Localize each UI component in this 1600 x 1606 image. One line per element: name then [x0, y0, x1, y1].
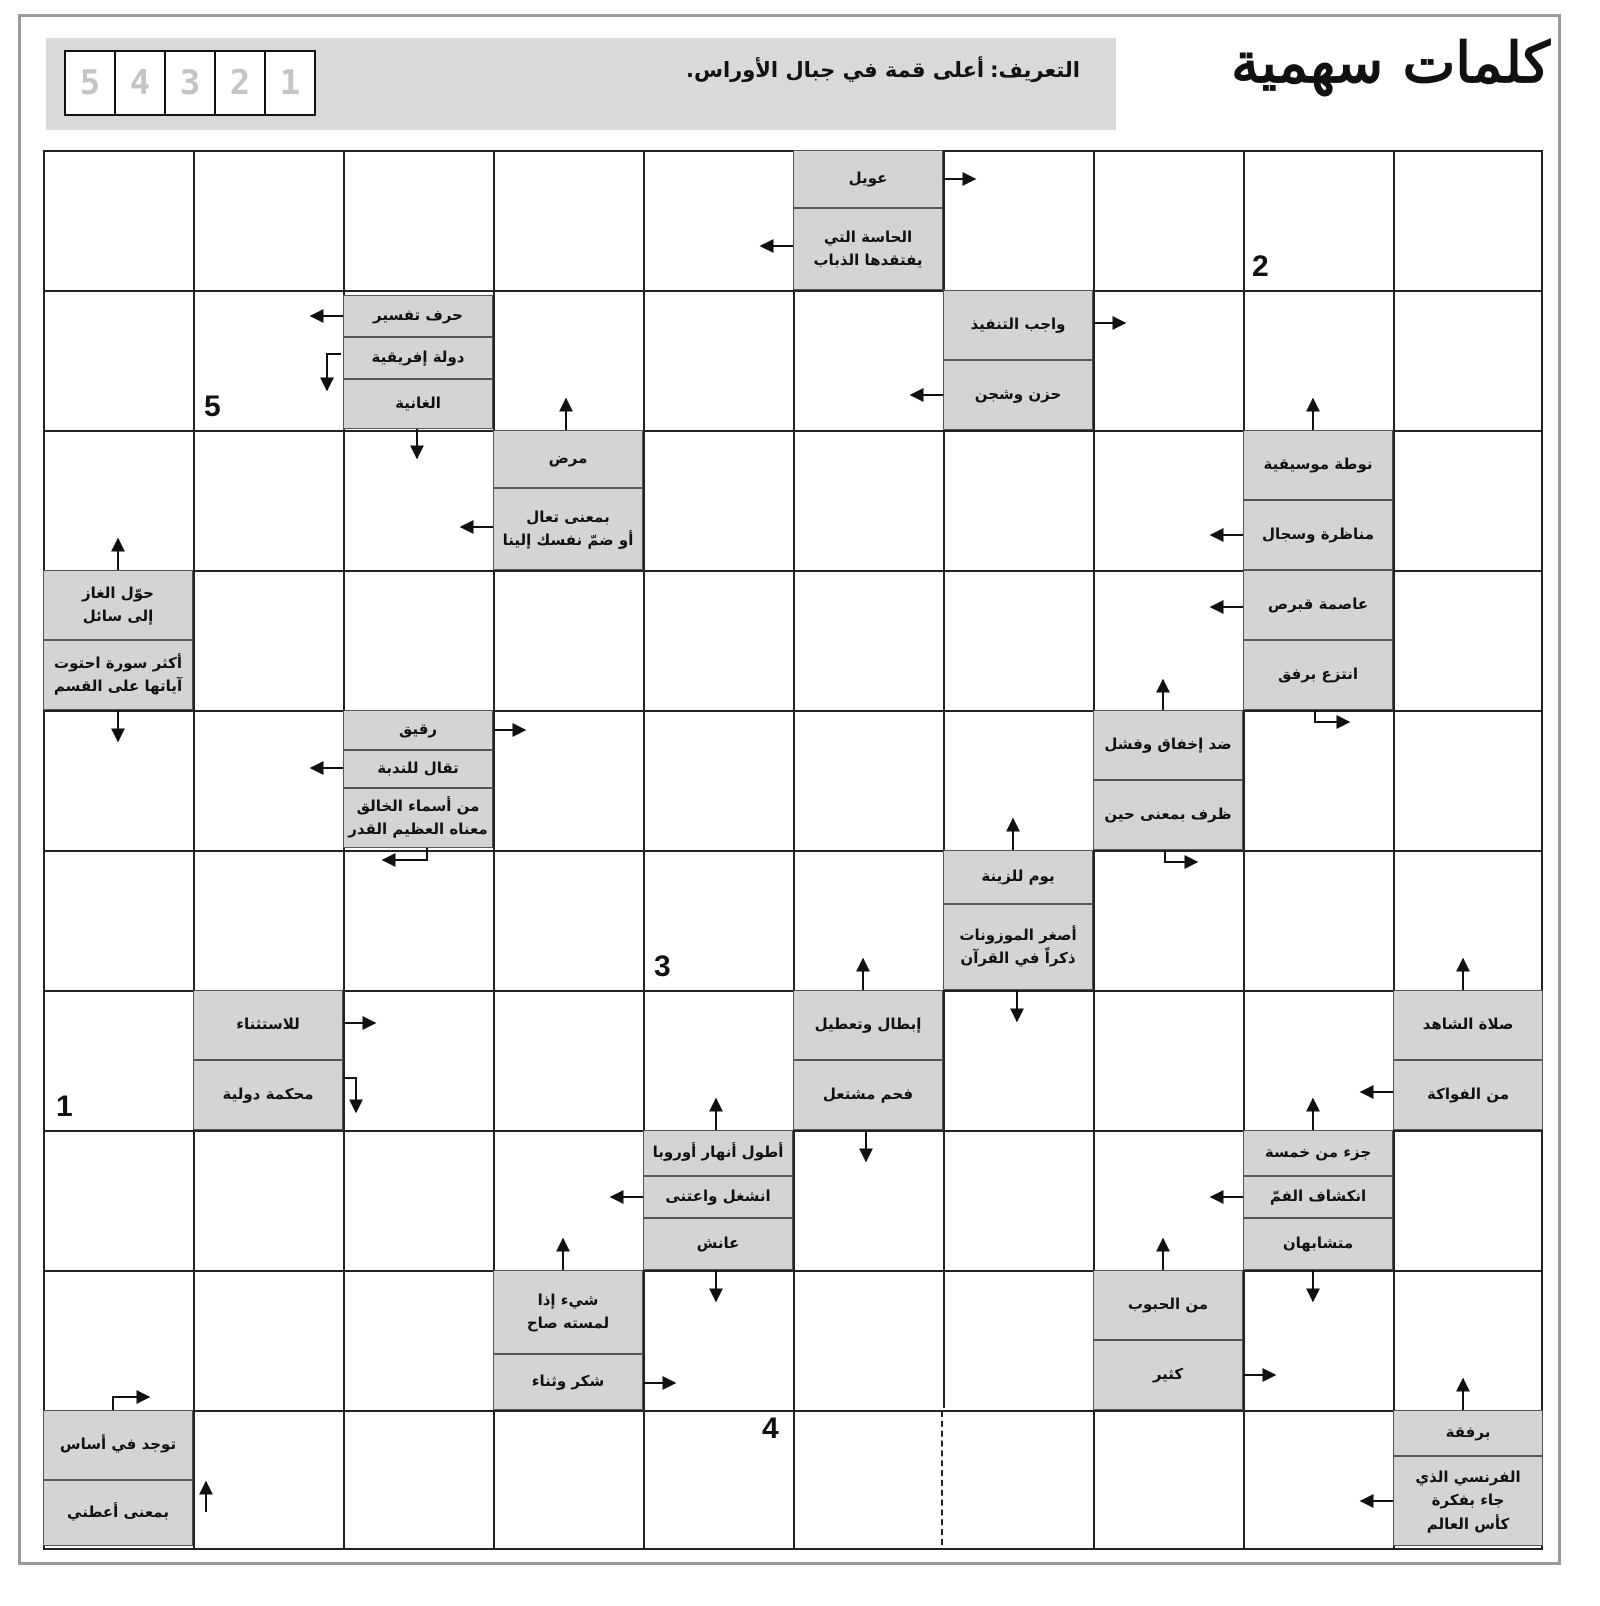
answer-box-3[interactable]: 3	[164, 52, 214, 114]
answer-box-1[interactable]: 1	[264, 52, 314, 114]
clue-cell: ظرف بمعنى حين	[1093, 780, 1243, 850]
clue-cell: محكمة دولية	[193, 1060, 343, 1130]
answer-box-4[interactable]: 4	[114, 52, 164, 114]
clue-cell: فحم مشتعل	[793, 1060, 943, 1130]
arrow-down-icon	[343, 1078, 356, 1112]
clue-cell: حرف تفسير	[343, 295, 493, 337]
clue-cell: برفقة	[1393, 1410, 1543, 1456]
clue-cell: كثير	[1093, 1340, 1243, 1410]
clue-cell: بمعنى أعطني	[43, 1480, 193, 1546]
clue-cell: من الحبوب	[1093, 1270, 1243, 1340]
clue-cell: شكر وثناء	[493, 1354, 643, 1410]
clue-cell: صلاة الشاهد	[1393, 990, 1543, 1060]
clue-cell: أطول أنهار أوروبا	[643, 1130, 793, 1176]
clue-cell: عاصمة قبرص	[1243, 570, 1393, 640]
clue-cell: من أسماء الخالق معناه العظيم القدر	[343, 788, 493, 848]
cell-number: 2	[1252, 250, 1269, 283]
answer-box-2[interactable]: 2	[214, 52, 264, 114]
cell-number: 3	[654, 950, 671, 983]
clue-cell: رقيق	[343, 710, 493, 750]
definition-text: أعلى قمة في جبال الأوراس.	[686, 58, 985, 82]
clue-cell: إبطال وتعطيل	[793, 990, 943, 1060]
clue-cell: يوم للزينة	[943, 850, 1093, 904]
clue-cell: انتزع برفق	[1243, 640, 1393, 710]
arrow-down-icon	[327, 354, 341, 390]
answer-box-5[interactable]: 5	[79, 63, 101, 103]
clue-cell: تقال للندبة	[343, 750, 493, 788]
clue-cell: انكشاف الفمّ	[1243, 1176, 1393, 1218]
clue-cell: عانش	[643, 1218, 793, 1270]
clue-cell: متشابهان	[1243, 1218, 1393, 1270]
clue-cell: ضد إخفاق وفشل	[1093, 710, 1243, 780]
clue-cell: جزء من خمسة	[1243, 1130, 1393, 1176]
clue-cell: الحاسة التي يفتقدها الذباب	[793, 208, 943, 290]
clue-cell: حوّل الغاز إلى سائل	[43, 570, 193, 640]
cell-number: 5	[204, 390, 221, 423]
clue-cell: مناظرة وسجال	[1243, 500, 1393, 570]
clue-cell: أكثر سورة احتوت آياتها على القسم	[43, 640, 193, 710]
definition-label: التعريف:	[990, 58, 1080, 82]
clue-cell: توجد في أساس	[43, 1410, 193, 1480]
clue-cell: الفرنسي الذي جاء بفكرة كأس العالم	[1393, 1456, 1543, 1546]
clue-cell: للاستثناء	[193, 990, 343, 1060]
clue-cell: بمعنى تعال أو ضمّ نفسك إلينا	[493, 488, 643, 570]
clue-cell: شيء إذا لمسته صاح	[493, 1270, 643, 1354]
puzzle-title: كلمات سهمية	[1231, 30, 1550, 96]
clue-cell: عويل	[793, 150, 943, 208]
cell-number: 4	[762, 1412, 779, 1445]
clue-cell: حزن وشجن	[943, 360, 1093, 430]
cell-number: 1	[56, 1090, 73, 1123]
arrow-left-icon	[383, 848, 427, 860]
arrow-right-icon	[113, 1397, 149, 1410]
clue-cell: واجب التنفيذ	[943, 290, 1093, 360]
clue-cell: انشغل واعتنى	[643, 1176, 793, 1218]
clue-cell: مرض	[493, 430, 643, 488]
clue-cell: من الفواكة	[1393, 1060, 1543, 1130]
clue-cell: دولة إفريقية	[343, 337, 493, 379]
clue-cell: أصغر الموزونات ذكراً في القرآن	[943, 904, 1093, 990]
clue-cell: نوطة موسيقية	[1243, 430, 1393, 500]
clue-cell: الغانية	[343, 379, 493, 429]
arrow-right-icon	[1315, 710, 1349, 722]
arrow-right-icon	[1165, 850, 1197, 862]
